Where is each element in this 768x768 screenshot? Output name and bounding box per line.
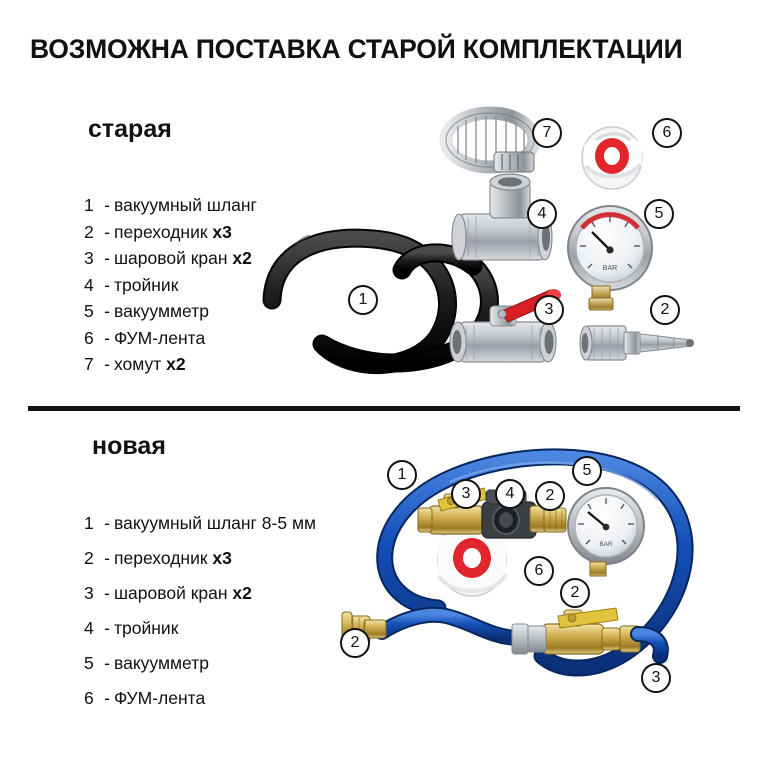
legend-dash: - — [104, 354, 110, 374]
legend-dash: - — [104, 548, 110, 568]
legend-item-old-4 — [84, 272, 257, 299]
legend-dash: - — [104, 327, 110, 348]
legend-label: ФУМ-лента — [114, 688, 206, 708]
callout-new-2-adapter-left[interactable]: 2 — [340, 628, 370, 658]
legend-label: тройник — [114, 274, 179, 295]
legend-item-old-5 — [84, 298, 257, 325]
new-ball-valve-bottom — [512, 608, 620, 654]
legend-item-new-1 — [84, 506, 316, 541]
legend-item-old-7 — [84, 351, 257, 378]
old-gauge-unit-label: BAR — [602, 265, 618, 272]
legend-dash: - — [104, 653, 110, 673]
legend-number: 2 — [84, 548, 94, 568]
legend-number: 3 — [84, 248, 94, 268]
section-label-old: старая — [88, 115, 172, 143]
callout-old-7-clamp[interactable]: 7 — [532, 118, 562, 148]
legend-item-old-1 — [84, 192, 257, 219]
callout-new-3-ball-valve-top[interactable]: 3 — [451, 479, 481, 509]
new-vacuum-gauge — [568, 488, 644, 576]
legend-label: переходник x3 — [114, 548, 232, 568]
callout-new-2-adapter-right[interactable]: 2 — [560, 578, 590, 608]
legend-dash: - — [104, 513, 110, 533]
legend-dash: - — [104, 618, 110, 638]
legend-dash: - — [104, 221, 110, 242]
callout-old-3-ball-valve[interactable]: 3 — [534, 295, 564, 325]
legend-item-new-5 — [84, 646, 316, 681]
legend-label: ФУМ-лента — [114, 327, 206, 348]
callout-old-2-adapter[interactable]: 2 — [650, 295, 680, 325]
legend-dash: - — [104, 301, 110, 321]
legend-number: 6 — [84, 327, 94, 348]
legend-item-old-2 — [84, 219, 257, 246]
old-hose-adapter — [580, 326, 694, 360]
legend-dash: - — [104, 274, 110, 295]
new-adapter-gauge — [544, 508, 566, 532]
page-title: ВОЗМОЖНА ПОСТАВКА СТАРОЙ КОМПЛЕКТАЦИИ — [30, 34, 683, 64]
callout-new-4-tee[interactable]: 4 — [495, 479, 525, 509]
legend-item-new-4 — [84, 611, 316, 646]
legend-new — [84, 506, 316, 716]
legend-number: 2 — [84, 221, 94, 242]
legend-item-old-6 — [84, 325, 257, 352]
callout-new-2-adapter-top[interactable]: 2 — [535, 481, 565, 511]
legend-number: 4 — [84, 274, 94, 295]
legend-number: 6 — [84, 688, 94, 708]
new-hose-lower — [382, 615, 516, 638]
legend-item-new-6 — [84, 681, 316, 716]
legend-number: 4 — [84, 618, 94, 638]
callout-new-5-gauge[interactable]: 5 — [572, 456, 602, 486]
section-divider — [28, 406, 740, 411]
new-gauge-unit-label: BAR — [599, 541, 613, 548]
legend-dash: - — [104, 688, 110, 708]
legend-number: 7 — [84, 354, 94, 374]
legend-label: вакуумметр — [114, 301, 209, 321]
legend-number: 3 — [84, 583, 94, 603]
legend-number: 1 — [84, 195, 94, 215]
callout-new-6-fum-tape[interactable]: 6 — [524, 556, 554, 586]
legend-label: вакуумный шланг — [114, 195, 257, 215]
legend-old — [84, 192, 257, 378]
legend-label: вакуумметр — [114, 653, 209, 673]
legend-label: хомут x2 — [114, 354, 186, 374]
legend-label: тройник — [114, 618, 179, 638]
legend-label: шаровой кран x2 — [114, 583, 252, 603]
legend-number: 1 — [84, 513, 94, 533]
legend-item-new-2 — [84, 541, 316, 576]
legend-dash: - — [104, 583, 110, 603]
legend-label: шаровой кран x2 — [114, 248, 252, 268]
legend-label: переходник x3 — [114, 221, 232, 242]
legend-number: 5 — [84, 301, 94, 321]
legend-label: вакуумный шланг 8-5 мм — [114, 513, 317, 533]
legend-item-new-3 — [84, 576, 316, 611]
callout-new-1-hose[interactable]: 1 — [387, 460, 417, 490]
legend-item-old-3 — [84, 245, 257, 272]
section-label-new: новая — [92, 432, 166, 460]
old-fum-tape — [582, 127, 642, 189]
legend-dash: - — [104, 195, 110, 215]
callout-old-4-tee[interactable]: 4 — [527, 199, 557, 229]
callout-new-3-ball-valve-bottom[interactable]: 3 — [641, 663, 671, 693]
callout-old-5-gauge[interactable]: 5 — [644, 199, 674, 229]
callout-old-1-hose[interactable]: 1 — [348, 285, 378, 315]
old-hose-clamp — [446, 113, 534, 172]
old-vacuum-gauge — [568, 206, 652, 310]
callout-old-6-fum-tape[interactable]: 6 — [652, 118, 682, 148]
legend-dash: - — [104, 248, 110, 268]
legend-number: 5 — [84, 653, 94, 673]
